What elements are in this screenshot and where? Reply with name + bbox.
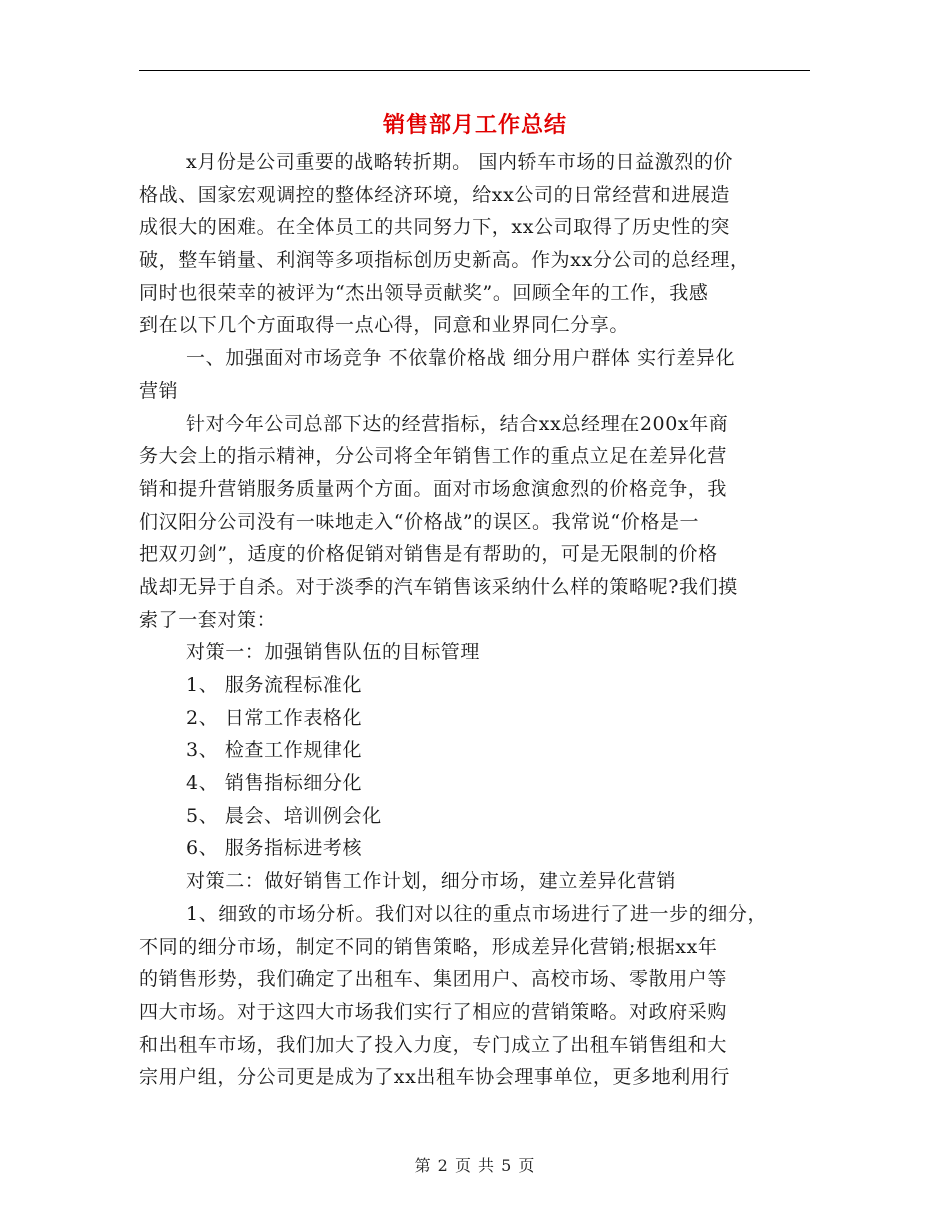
header-rule <box>139 70 810 71</box>
paragraph-line: 1、细致的市场分析。我们对以往的重点市场进行了进一步的细分， <box>186 902 768 925</box>
paragraph-line: 销和提升营销服务质量两个方面。面对市场愈演愈烈的价格竞争，我 <box>139 477 728 500</box>
paragraph-line: 战却无异于自杀。对于淡季的汽车销售该采纳什么样的策略呢?我们摸 <box>139 575 738 598</box>
paragraph-line: 对策二：做好销售工作计划，细分市场，建立差异化营销 <box>186 870 677 893</box>
paragraph-line: 同时也很荣幸的被评为“杰出领导贡献奖”。回顾全年的工作，我感 <box>139 281 709 304</box>
paragraph-line: 和出租车市场，我们加大了投入力度，专门成立了出租车销售组和大 <box>139 1033 728 1056</box>
paragraph-line: 宗用户组，分公司更是成为了xx出租车协会理事单位，更多地利用行 <box>139 1066 731 1089</box>
paragraph-line: 对策一：加强销售队伍的目标管理 <box>186 641 481 664</box>
document-body <box>139 146 814 1094</box>
paragraph-line: 5、 晨会、培训例会化 <box>186 804 382 827</box>
paragraph-line: 6、 服务指标进考核 <box>186 837 363 860</box>
paragraph-line: 索了一套对策： <box>139 608 277 631</box>
paragraph-line: 2、 日常工作表格化 <box>186 706 363 729</box>
paragraph-line: 务大会上的指示精神，分公司将全年销售工作的重点立足在差异化营 <box>139 445 728 468</box>
paragraph-line: 4、 销售指标细分化 <box>186 772 363 795</box>
paragraph-line: x月份是公司重要的战略转折期。 国内轿车市场的日益激烈的价 <box>186 151 734 173</box>
paragraph-line: 针对今年公司总部下达的经营指标，结合xx总经理在200x年商 <box>186 412 729 435</box>
paragraph-line: 格战、国家宏观调控的整体经济环境，给xx公司的日常经营和进展造 <box>139 183 731 206</box>
paragraph-line: 营销 <box>139 379 179 402</box>
paragraph-line: 们汉阳分公司没有一味地走入“价格战”的误区。我常说“价格是一 <box>139 510 700 533</box>
page-footer: 第 2 页 共 5 页 <box>414 1156 536 1175</box>
paragraph-line: 的销售形势，我们确定了出租车、集团用户、高校市场、零散用户等 <box>139 968 728 991</box>
paragraph-line: 成很大的困难。在全体员工的共同努力下，xx公司取得了历史性的突 <box>139 216 731 239</box>
document-title: 销售部月工作总结 <box>382 113 567 138</box>
paragraph-line: 到在以下几个方面取得一点心得，同意和业界同仁分享。 <box>139 314 630 337</box>
paragraph-line: 四大市场。对于这四大市场我们实行了相应的营销策略。对政府采购 <box>139 1000 728 1023</box>
paragraph-line: 1、 服务流程标准化 <box>186 674 363 696</box>
paragraph-line: 3、 检查工作规律化 <box>186 739 363 762</box>
paragraph-line: 不同的细分市场，制定不同的销售策略，形成差异化营销;根据xx年 <box>139 935 718 958</box>
paragraph-line: 破，整车销量、利润等多项指标创历史新高。作为xx分公司的总经理， <box>139 249 750 272</box>
paragraph-line: 把双刃剑”，适度的价格促销对销售是有帮助的，可是无限制的价格 <box>139 543 718 566</box>
paragraph-line: 一、加强面对市场竞争 不依靠价格战 细分用户群体 实行差异化 <box>186 347 736 370</box>
